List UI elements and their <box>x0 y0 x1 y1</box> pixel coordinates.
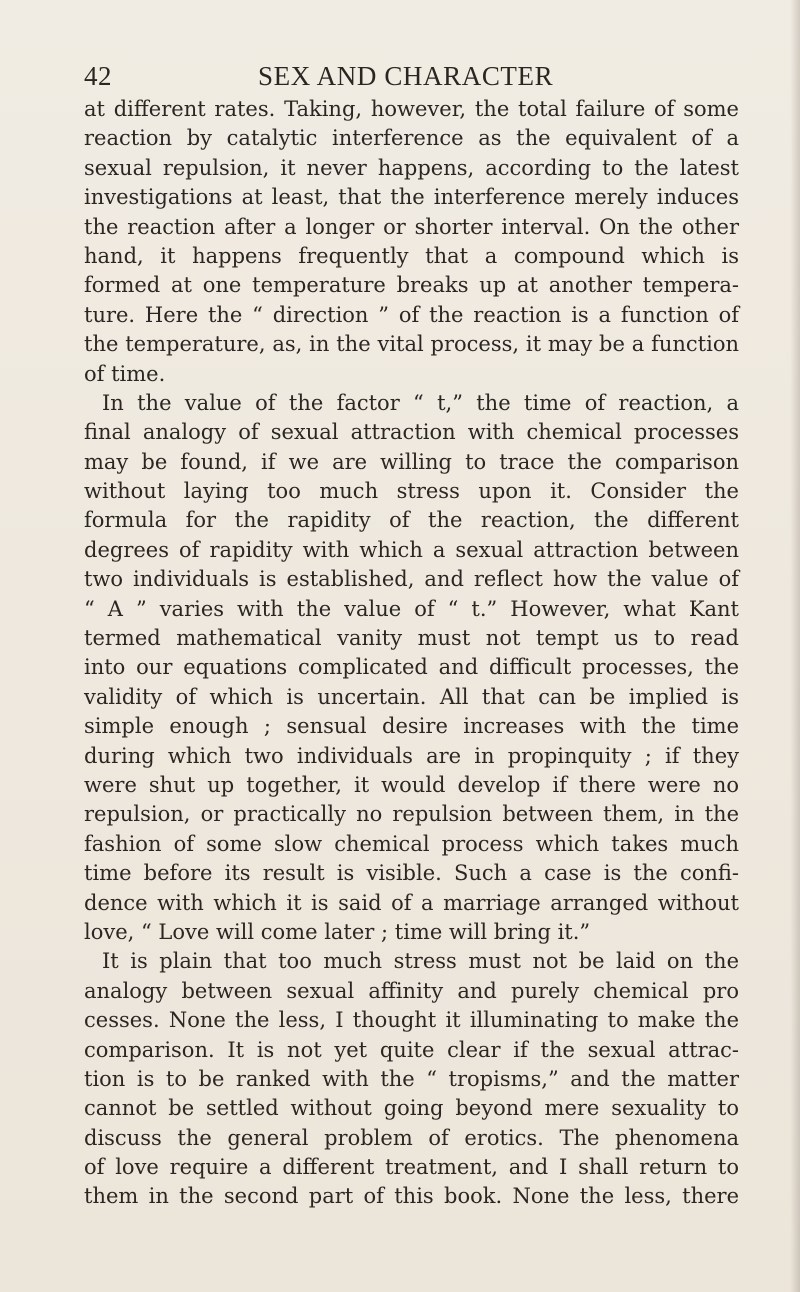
text-line: time before its result is visible. Such a case is the confi- <box>84 861 739 886</box>
text-line: degrees of rapidity with which a sexual attraction between <box>84 537 739 562</box>
text-line: final analogy of sexual attraction with chemical processes <box>84 420 739 445</box>
text-line: It is plain that too much stress must not be laid on the <box>102 949 739 974</box>
page-edge-shadow <box>790 0 800 1292</box>
text-line: at different rates. Taking, however, the total failure of some <box>84 97 739 121</box>
text-line: dence with which it is said of a marriage arranged without <box>84 890 739 915</box>
text-line: comparison. It is not yet quite clear if the sexual attrac- <box>84 1037 739 1062</box>
text-line: “ A ” varies with the value of “ t.” However, what Kant <box>84 596 739 621</box>
text-line: ture. Here the “ direction ” of the reaction is a function of <box>84 302 739 327</box>
text-line: without laying too much stress upon it. Consider the <box>84 479 739 504</box>
running-title: SEX AND CHARACTER <box>258 61 554 91</box>
text-line: two individuals is established, and reflect how the value of <box>84 567 739 592</box>
text-line: formed at one temperature breaks up at another tempera- <box>84 273 739 298</box>
text-line: during which two individuals are in propinquity ; if they <box>84 743 739 768</box>
text-line: tion is to be ranked with the “ tropisms,” and the matter <box>84 1066 739 1091</box>
text-line: formula for the rapidity of the reaction, the different <box>84 508 739 533</box>
text-line: termed mathematical vanity must not tempt us to read <box>84 626 739 651</box>
text-line: cannot be settled without going beyond mere sexuality to <box>84 1096 739 1121</box>
text-line: may be found, if we are willing to trace the comparison <box>84 449 739 474</box>
text-line: of love require a different treatment, and I shall return to <box>84 1155 739 1180</box>
text-line: repulsion, or practically no repulsion between them, in the <box>84 802 739 827</box>
text-line: cesses. None the less, I thought it illuminating to make the <box>84 1008 739 1033</box>
text-line: the reaction after a longer or shorter interval. On the other <box>84 214 739 239</box>
text-line: In the value of the factor “ t,” the time of reaction, a <box>102 390 739 415</box>
text-line: were shut up together, it would develop if there were no <box>84 772 739 797</box>
text-line: into our equations complicated and difficult processes, the <box>84 655 739 680</box>
page-number: 42 <box>84 61 112 91</box>
text-line: simple enough ; sensual desire increases with the time <box>84 714 739 739</box>
text-line: sexual repulsion, it never happens, according to the latest <box>84 155 739 180</box>
text-line: fashion of some slow chemical process which takes much <box>84 831 739 856</box>
text-line: discuss the general problem of erotics. The phenomena <box>84 1125 739 1150</box>
text-line: the temperature, as, in the vital process, it may be a function <box>84 332 739 357</box>
text-line: hand, it happens frequently that a compound which is <box>84 243 739 268</box>
text-line: reaction by catalytic interference as the equivalent of a <box>84 126 739 151</box>
text-line: of time. <box>84 361 166 386</box>
running-head <box>84 58 740 94</box>
text-line: analogy between sexual affinity and purely chemical pro <box>84 978 739 1003</box>
text-line: them in the second part of this book. None the less, there <box>84 1184 739 1209</box>
text-line: love, “ Love will come later ; time will bring it.” <box>84 919 591 944</box>
body-text <box>84 95 739 1212</box>
text-line: validity of which is uncertain. All that can be implied is <box>84 684 739 709</box>
text-line: investigations at least, that the interference merely induces <box>84 185 739 210</box>
